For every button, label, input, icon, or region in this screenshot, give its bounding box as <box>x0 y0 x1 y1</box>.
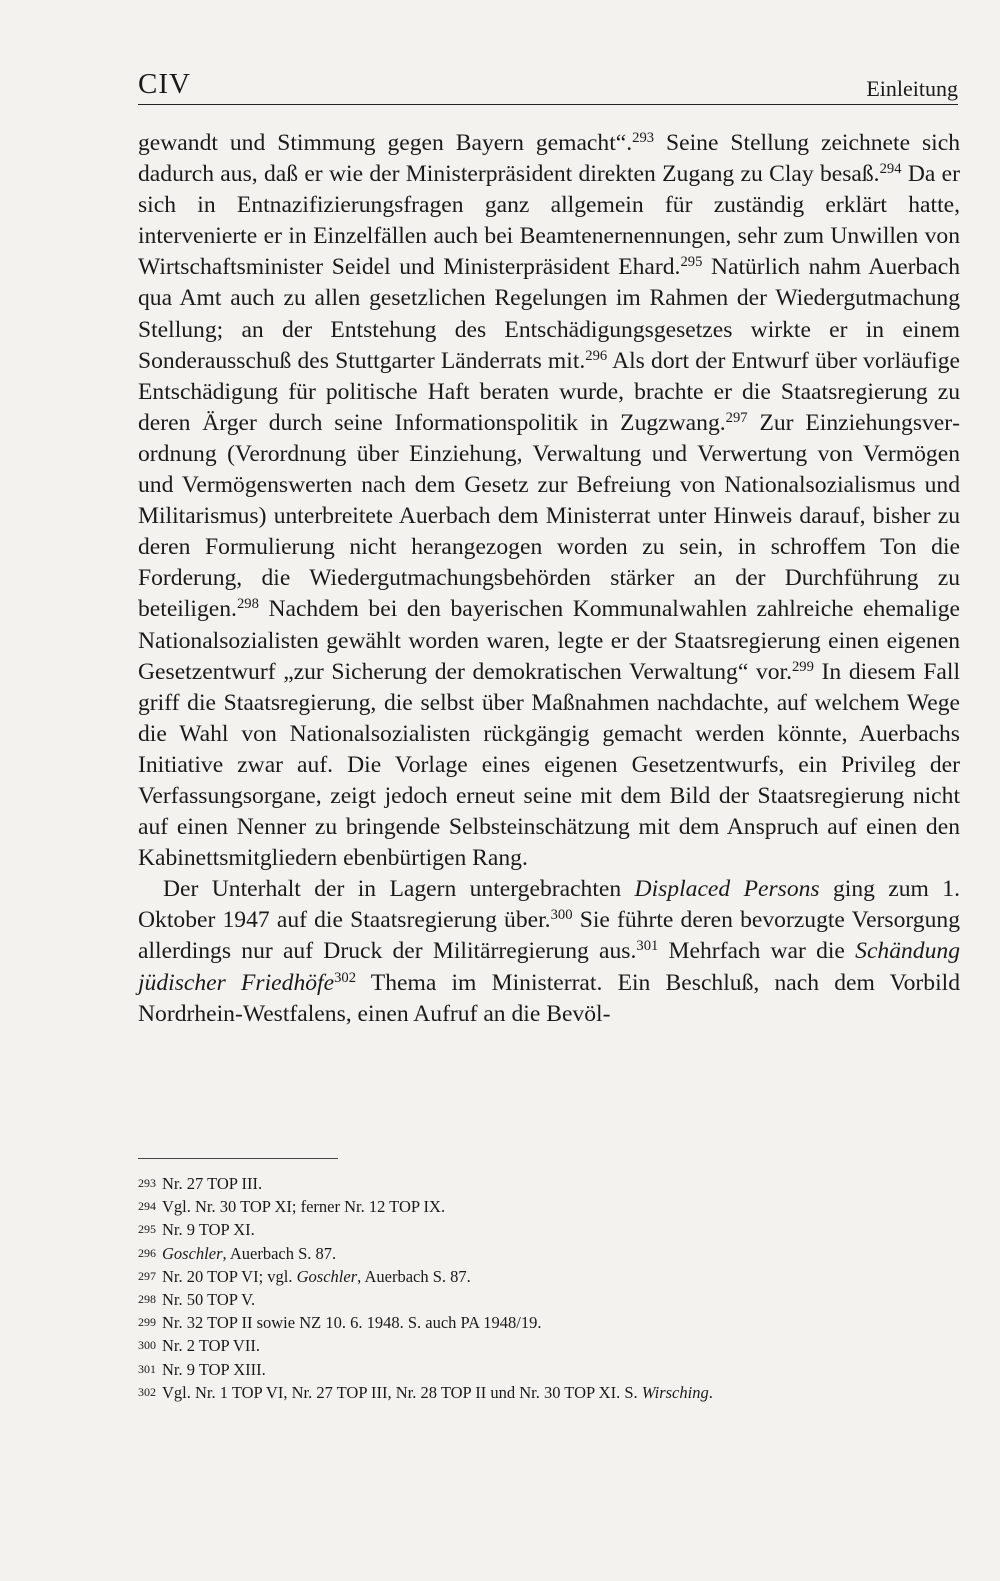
footnote-number: 297 <box>138 1268 156 1283</box>
footnote-text: Vgl. Nr. 30 TOP XI; ferner Nr. 12 TOP IX. <box>162 1197 446 1217</box>
footnote-ref-302: 302 <box>334 969 356 986</box>
footnote-ref-301: 301 <box>636 938 659 955</box>
footnote-number: 293 <box>138 1176 156 1190</box>
text-run: Zur Einziehungsverordnung (Verordnung über Einziehung, Verwaltung und Verwertung von Vermögen und Vermögenswerten nach dem Gesetz zur Befreiung von Nationalsozialismus und Militarismus) unterbreitete Auerbach dem Ministerrat unter Hinweis darauf, bisher zu deren Formulierung nicht herangezogen worden zu sein, in schroffem Ton die Forderung, die Wiedergutmachungsbehörden stärker an der Durchführung zu beteiligen. <box>138 409 960 623</box>
footnote-text: Nr. 2 TOP VII. <box>162 1336 260 1356</box>
footnote-297 <box>138 1265 960 1288</box>
running-head: Einleitung <box>866 76 958 101</box>
footnotes <box>138 1172 960 1404</box>
text-run: gewandt und Stimmung gegen Bayern gemacht“. <box>138 130 633 156</box>
page-header <box>138 64 958 105</box>
footnote-301 <box>138 1358 960 1381</box>
footnote-ref-294: 294 <box>879 161 902 178</box>
footnote-ref-299: 299 <box>791 658 814 675</box>
footnote-author: Goschler <box>296 1266 358 1286</box>
footnote-number: 295 <box>138 1222 156 1237</box>
footnote-number: 299 <box>138 1315 156 1330</box>
text-run: Seine Stellung zeichnete sich dadurch aus, daß er wie der Ministerpräsident direkten Zugang zu Clay besaß. <box>138 130 960 188</box>
footnote-ref-295: 295 <box>680 254 703 271</box>
footnote-ref-298: 298 <box>236 596 259 613</box>
footnote-298 <box>138 1288 960 1311</box>
footnote-number: 298 <box>138 1292 156 1307</box>
footnote-300 <box>138 1334 960 1357</box>
footnote-author: Wirsching <box>641 1382 709 1402</box>
footnote-number: 302 <box>138 1384 156 1399</box>
footnote-ref-293: 293 <box>632 129 655 146</box>
footnote-author: Goschler <box>162 1243 223 1263</box>
footnote-302 <box>138 1381 960 1404</box>
page-number: CIV <box>138 68 191 100</box>
text-run: Mehrfach war die <box>658 938 856 965</box>
footnote-ref-300: 300 <box>550 907 573 924</box>
main-text <box>138 128 960 1030</box>
text-run: Da er sich in Entnazifizierungsfragen ganz allgemein für zuständig erklärt hatte, intervenierte er in Einzelfällen auch bei Beamtenernennungen, sehr zum Unwillen von Wirtschaftsminister Seidel und Ministerpräsident Ehard. <box>138 161 960 281</box>
footnote-separator <box>138 1158 338 1159</box>
paragraph-2 <box>138 874 960 1029</box>
italic-term: Schändung jüdischer Friedhöfe <box>138 938 960 996</box>
paragraph-1 <box>138 128 960 874</box>
text-run: Als dort der Entwurf über vorläufige Entschädigung für politische Haft beraten wurde, brachte er die Staatsregierung zu deren Ärger durch seine Informationspolitik in Zugzwang. <box>138 347 960 436</box>
footnote-text: Nr. 50 TOP V. <box>162 1290 256 1310</box>
footnote-text: Nr. 9 TOP XI. <box>162 1220 255 1240</box>
footnote-text: Nr. 9 TOP XIII. <box>162 1359 266 1379</box>
footnote-295 <box>138 1218 960 1241</box>
footnote-text: Nr. 32 TOP II sowie NZ 10. 6. 1948. S. auch PA 1948/19. <box>162 1313 542 1333</box>
footnote-number: 300 <box>138 1338 156 1353</box>
footnote-296 <box>138 1242 960 1265</box>
text-run: Der Unterhalt der in Lagern untergebrachten <box>163 876 635 903</box>
footnote-number: 301 <box>138 1361 156 1376</box>
footnote-text: , Auerbach S. 87. <box>357 1266 471 1286</box>
text-run: Thema im Ministerrat. Ein Beschluß, nach dem Vorbild Nordrhein-Westfalens, einen Aufruf an die Bevöl- <box>138 969 960 1027</box>
text-run: Nachdem bei den bayerischen Kommunalwahlen zahlreiche ehemalige Nationalsozialisten gewählt worden waren, legte er der Staatsregierung einen eigenen Gesetzentwurf „zur Sicherung der demokratischen Verwaltung“ vor. <box>138 596 960 685</box>
footnote-text: Nr. 20 TOP VI; vgl. <box>162 1266 297 1286</box>
text-run: Sie führte deren bevorzugte Versorgung allerdings nur auf Druck der Militärregierung aus. <box>138 907 960 965</box>
footnote-ref-297: 297 <box>725 409 748 426</box>
footnote-text: Nr. 27 TOP III. <box>162 1174 263 1193</box>
footnote-text: , Auerbach S. 87. <box>222 1243 337 1263</box>
footnote-293 <box>138 1172 960 1195</box>
footnote-294 <box>138 1195 960 1218</box>
text-run: ging zum 1. Oktober 1947 auf die Staatsregierung über. <box>138 876 960 934</box>
footnote-text: Vgl. Nr. 1 TOP VI, Nr. 27 TOP III, Nr. 28 TOP II und Nr. 30 TOP XI. S. <box>162 1382 642 1402</box>
footnote-ref-296: 296 <box>585 347 608 364</box>
text-run: Natürlich nahm Auerbach qua Amt auch zu allen gesetzlichen Regelungen im Rahmen der Wiedergutmachung Stellung; an der Entstehung des Entschädigungsgesetzes wirkte er in einem Sonderausschuß des Stuttgarter Länderrats mit. <box>138 254 960 374</box>
footnote-text: . <box>708 1382 713 1402</box>
text-run: In diesem Fall griff die Staatsregierung, die selbst über Maßnahmen nachdachte, auf welchem Wege die Wahl von Nationalsozialisten rückgängig gemacht werden könnte, Auerbachs Initiative zwar auf. Die Vorlage eines eigenen Gesetzentwurfs, ein Privileg der Verfassungsorgane, zeigt jedoch erneut seine mit dem Bild der Staatsregierung nicht auf einen Nenner zu bringende Selbsteinschätzung mit dem Anspruch auf einen den Kabinettsmitgliedern ebenbürtigen Rang. <box>138 658 961 872</box>
italic-term: Displaced Persons <box>634 876 820 903</box>
footnote-number: 294 <box>138 1199 156 1214</box>
footnote-number: 296 <box>138 1245 156 1260</box>
footnote-299 <box>138 1311 960 1334</box>
